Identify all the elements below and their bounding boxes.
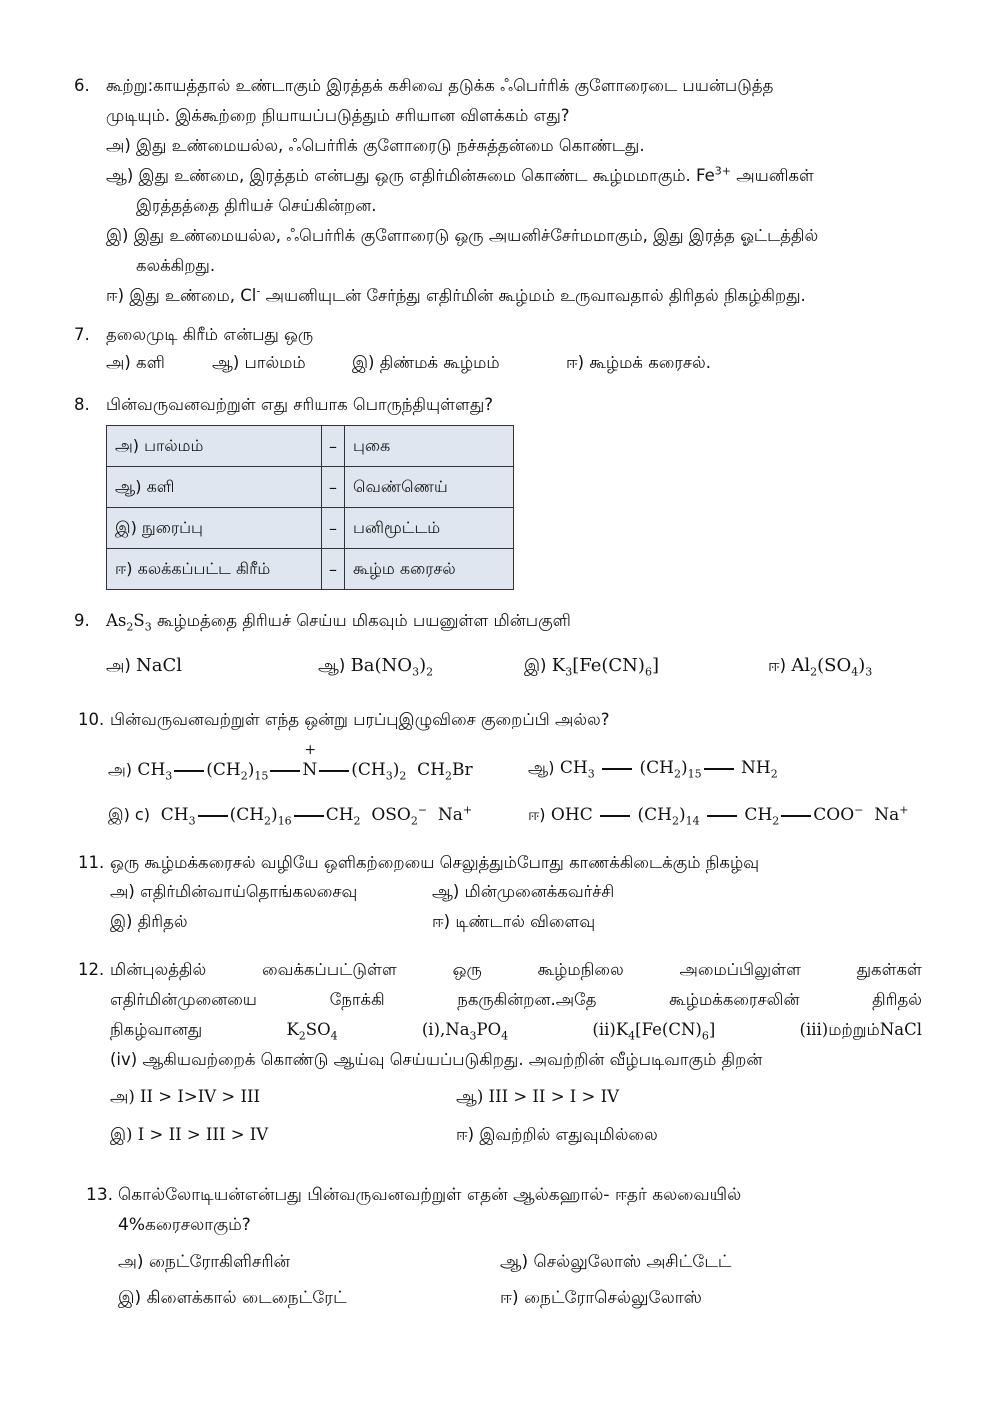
q10-option-b[interactable]: ஆ) $CH_3$ $(CH_2)_{15}$ $NH_2$	[528, 758, 778, 781]
q9-option-b[interactable]: ஆ) $Ba(NO_3)_2$	[318, 655, 434, 679]
question-8	[74, 390, 934, 420]
q6-option-d[interactable]: ஈ) இது உண்மை, Cl- அயனியுடன் சேர்ந்து எதிர்மின் கூழ்மம் உருவாவதால் திரிதல் நிகழ்கிறது.	[106, 284, 806, 305]
q7-number: 7.	[74, 325, 90, 344]
question-6	[74, 71, 934, 311]
q10-option-d[interactable]: ஈ) OHC $(CH_2)_{14}$ $CH_2$ COO− Na+	[528, 803, 909, 828]
q12-word: திரிதல்	[872, 990, 922, 1009]
q8-row1-dash: –	[322, 426, 345, 467]
q12-line3: நிகழ்வானது $K_2SO_4$ $(i),Na_3PO_4$ $(ii)K_4[Fe(CN)_6]$ (iii)மற்றும்NaCl	[110, 1020, 922, 1043]
table-row[interactable]	[107, 426, 514, 467]
q8-row3-left: இ) நுரைப்பு	[107, 508, 322, 549]
q7-option-a[interactable]: அ) களி	[106, 353, 165, 372]
q6-text-line1: கூற்று:காயத்தால் உண்டாகும் இரத்தக் கசிவை தடுக்க ஃபெர்ரிக் குளோரைடை பயன்படுத்த	[106, 76, 774, 95]
q13-option-c[interactable]: இ) கிளைக்கால் டைநைட்ரேட்	[118, 1288, 347, 1308]
question-11	[78, 848, 938, 878]
q12-word: மின்புலத்தில்	[110, 960, 207, 979]
question-13	[86, 1180, 946, 1240]
q6-text-line2: முடியும். இக்கூற்றை நியாயப்படுத்தும் சரியான விளக்கம் எது?	[106, 106, 570, 125]
question-12	[78, 955, 922, 1075]
q6-option-c[interactable]: இ) இது உண்மையல்ல, ஃபெர்ரிக் குளோரைடு ஒரு அயனிச்சேர்மமாகும், இது இரத்த ஓட்டத்தில்	[106, 226, 819, 245]
q12-word: எதிர்மின்முனையை	[110, 990, 257, 1009]
q11-text: ஒரு கூழ்மக்கரைசல் வழியே ஒளிகற்றையை செலுத்தும்போது காணக்கிடைக்கும் நிகழ்வு	[110, 853, 760, 872]
q12-option-c[interactable]: இ) I > II > III > IV	[110, 1125, 269, 1144]
q12-option-a[interactable]: அ) II > I>IV > III	[110, 1087, 261, 1106]
table-row[interactable]	[107, 467, 514, 508]
q6-option-a[interactable]: அ) இது உண்மையல்ல, ஃபெர்ரிக் குளோரைடு நச்சுத்தன்மை கொண்டது.	[106, 136, 645, 155]
q8-row2-right: வெண்ணெய்	[345, 467, 514, 508]
q10-number: 10.	[78, 710, 105, 729]
q13-text-line1: கொல்லோடியன்என்பது பின்வருவனவற்றுள் எதன் ஆல்கஹால்- ஈதர் கலவையில்	[118, 1185, 742, 1205]
q7-option-d[interactable]: ஈ) கூழ்மக் கரைசல்.	[566, 353, 711, 372]
q12-line4: (iv) ஆகியவற்றைக் கொண்டு ஆய்வு செய்யப்படுகிறது. அவற்றின் வீழ்படிவாகும் திறன்	[110, 1050, 763, 1069]
q12-option-b[interactable]: ஆ) III > II > I > IV	[456, 1087, 620, 1106]
q8-row4-left: ஈ) கலக்கப்பட்ட கிரீம்	[107, 549, 322, 590]
q8-row4-right: கூழ்ம கரைசல்	[345, 549, 514, 590]
q12-word: வைக்கப்பட்டுள்ள	[262, 960, 397, 979]
q11-option-b[interactable]: ஆ) மின்முனைக்கவர்ச்சி	[432, 882, 615, 901]
q11-number: 11.	[78, 853, 105, 872]
q8-row3-dash: –	[322, 508, 345, 549]
q8-number: 8.	[74, 395, 90, 414]
q9-option-a[interactable]: அ) NaCl	[106, 655, 183, 676]
question-9	[74, 606, 934, 636]
q9-text: கூழ்மத்தை திரியச் செய்ய மிகவும் பயனுள்ள மின்பகுளி	[151, 611, 571, 630]
q13-option-a[interactable]: அ) நைட்ரோகிளிசரின்	[118, 1252, 291, 1272]
q6-option-b[interactable]: ஆ) இது உண்மை, இரத்தம் என்பது ஒரு எதிர்மின்சுமை கொண்ட கூழ்மமாகும். $Fe^{3+}$ அயனிகள்	[106, 164, 814, 185]
q12-word: கூழ்மநிலை	[537, 960, 624, 979]
q11-option-c[interactable]: இ) திரிதல்	[110, 912, 188, 931]
q8-row3-right: பனிமூட்டம்	[345, 508, 514, 549]
q7-text: தலைமுடி கிரீம் என்பது ஒரு	[106, 325, 314, 344]
q10-option-a[interactable]: அ) $CH_3$ $(CH_2)_{15}$ N + $(CH_3)_2$ $CH_2Br$	[108, 742, 473, 783]
q9-option-d[interactable]: ஈ) $Al_2(SO_4)_3$	[768, 655, 873, 679]
q12-word: துகள்கள்	[856, 960, 922, 979]
q12-word: ஒரு	[452, 960, 482, 979]
q13-option-d[interactable]: ஈ) நைட்ரோசெல்லுலோஸ்	[500, 1288, 702, 1308]
q7-option-c[interactable]: இ) திண்மக் கூழ்மம்	[352, 353, 500, 372]
q8-row2-dash: –	[322, 467, 345, 508]
q9-number: 9.	[74, 611, 90, 630]
q13-text-line2: 4%கரைசலாகும்?	[118, 1215, 251, 1235]
question-7	[74, 320, 934, 350]
q12-word: கூழ்மக்கரைசலின்	[669, 990, 800, 1009]
q8-text: பின்வருவனவற்றுள் எது சரியாக பொருந்தியுள்ளது?	[106, 395, 494, 414]
q8-row1-left: அ) பால்மம்	[107, 426, 322, 467]
q12-word: நகருகின்றன.அதே	[457, 990, 597, 1009]
q6-number: 6.	[74, 76, 90, 95]
q12-word: அமைப்பிலுள்ள	[679, 960, 801, 979]
q9-option-c[interactable]: இ) $K_3[Fe(CN)_6]$	[524, 655, 659, 679]
q9-formula: $As_2S_3$	[106, 611, 152, 634]
q8-row4-dash: –	[322, 549, 345, 590]
question-10	[78, 705, 938, 735]
q12-word: நோக்கி	[329, 990, 385, 1009]
q8-match-table	[106, 425, 514, 590]
q10-option-c[interactable]: இ) c) $CH_3$ $(CH_2)_{16}$ $CH_2$ $OSO_2^-$ Na+	[108, 803, 473, 828]
q6-option-b-cont: இரத்தத்தை திரியச் செய்கின்றன.	[136, 196, 377, 215]
q11-option-d[interactable]: ஈ) டிண்டால் விளைவு	[432, 912, 596, 931]
q12-option-d[interactable]: ஈ) இவற்றில் எதுவுமில்லை	[456, 1125, 658, 1144]
q6-option-c-cont: கலக்கிறது.	[136, 256, 216, 275]
q11-option-a[interactable]: அ) எதிர்மின்வாய்தொங்கலசைவு	[110, 882, 358, 901]
table-row[interactable]	[107, 549, 514, 590]
q7-option-b[interactable]: ஆ) பால்மம்	[212, 353, 306, 372]
q13-option-b[interactable]: ஆ) செல்லுலோஸ் அசிட்டேட்	[500, 1252, 732, 1272]
q10-text: பின்வருவனவற்றுள் எந்த ஒன்று பரப்புஇழுவிசை குறைப்பி அல்ல?	[110, 710, 610, 729]
table-row[interactable]	[107, 508, 514, 549]
q13-number: 13.	[86, 1185, 114, 1205]
q8-row1-right: புகை	[345, 426, 514, 467]
q12-number: 12.	[78, 960, 105, 979]
q8-row2-left: ஆ) களி	[107, 467, 322, 508]
